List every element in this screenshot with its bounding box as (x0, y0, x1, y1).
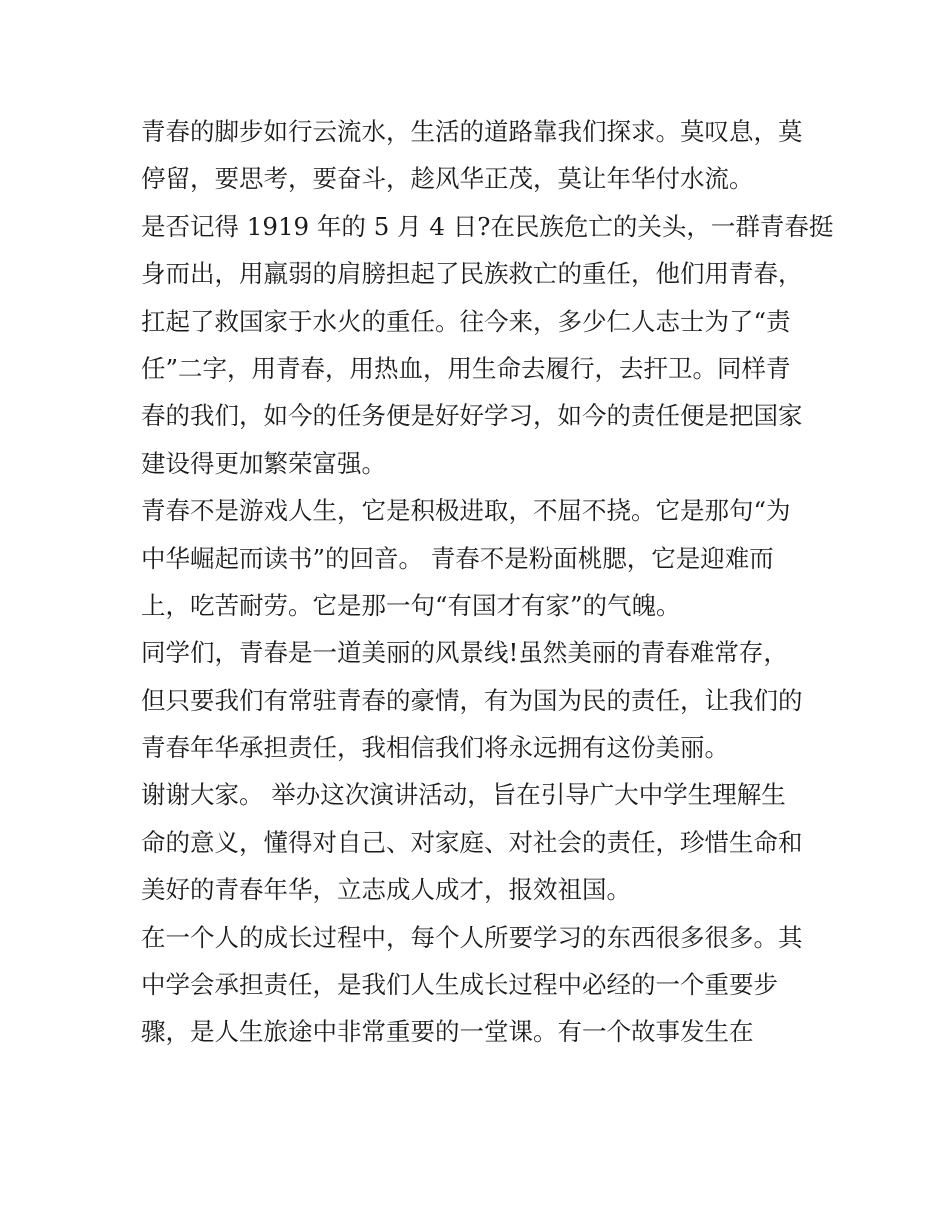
paragraph-1 (141, 108, 821, 203)
text-line: 上，吃苦耐劳。它是那一句“有国才有家”的气魄。 (141, 590, 681, 620)
text-line: 谢谢大家。 举办这次演讲活动，旨在引导广大中学生理解生 (141, 780, 786, 810)
document-body (141, 108, 834, 1056)
text-line: 青春的脚步如行云流水，生活的道路靠我们探求。莫叹息，莫 (141, 117, 803, 146)
text-line: 春的我们，如今的任务便是好好学习，如今的责任便是把国家 (141, 401, 803, 431)
text-line: 同学们，青春是一道美丽的风景线!虽然美丽的青春难常存， (141, 638, 788, 668)
text-line: 扛起了救国家于水火的重任。往今来，多少仁人志士为了“责 (141, 306, 791, 336)
text-line: 在一个人的成长过程中，每个人所要学习的东西很多很多。其 (141, 922, 803, 952)
text-line: 命的意义，懂得对自己、对家庭、对社会的责任，珍惜生命和 (141, 827, 803, 857)
paragraph-6 (141, 914, 821, 1056)
paragraph-5 (141, 771, 821, 913)
text-line: 骤，是人生旅途中非常重要的一堂课。有一个故事发生在 (141, 1017, 754, 1047)
text-line: 停留，要思考，要奋斗，趁风华正茂，莫让年华付水流。 (141, 164, 754, 194)
text-line: 中学会承担责任，是我们人生成长过程中必经的一个重要步 (141, 970, 778, 1000)
text-line: 身而出，用羸弱的肩膀担起了民族救亡的重任，他们用青春， (141, 259, 803, 289)
text-line: 任”二字，用青春，用热血，用生命去履行，去扞卫。同样青 (141, 353, 791, 383)
text-line: 建设得更加繁荣富强。 (141, 448, 386, 478)
paragraph-2 (141, 203, 834, 487)
text-line: 是否记得 1919 年的 5 月 4 日?在民族危亡的关头，一群青春挺 (141, 211, 834, 241)
text-line: 青春不是游戏人生，它是积极进取，不屈不挠。它是那句“为 (141, 496, 791, 526)
paragraph-4 (141, 629, 821, 771)
text-line: 中华崛起而读书”的回音。 青春不是粉面桃腮，它是迎难而 (141, 543, 774, 573)
text-line: 青春年华承担责任，我相信我们将永远拥有这份美丽。 (141, 733, 729, 763)
paragraph-3 (141, 487, 821, 629)
text-line: 但只要我们有常驻青春的豪情，有为国为民的责任，让我们的 (141, 685, 803, 715)
text-line: 美好的青春年华，立志成人成才，报效祖国。 (141, 875, 631, 905)
